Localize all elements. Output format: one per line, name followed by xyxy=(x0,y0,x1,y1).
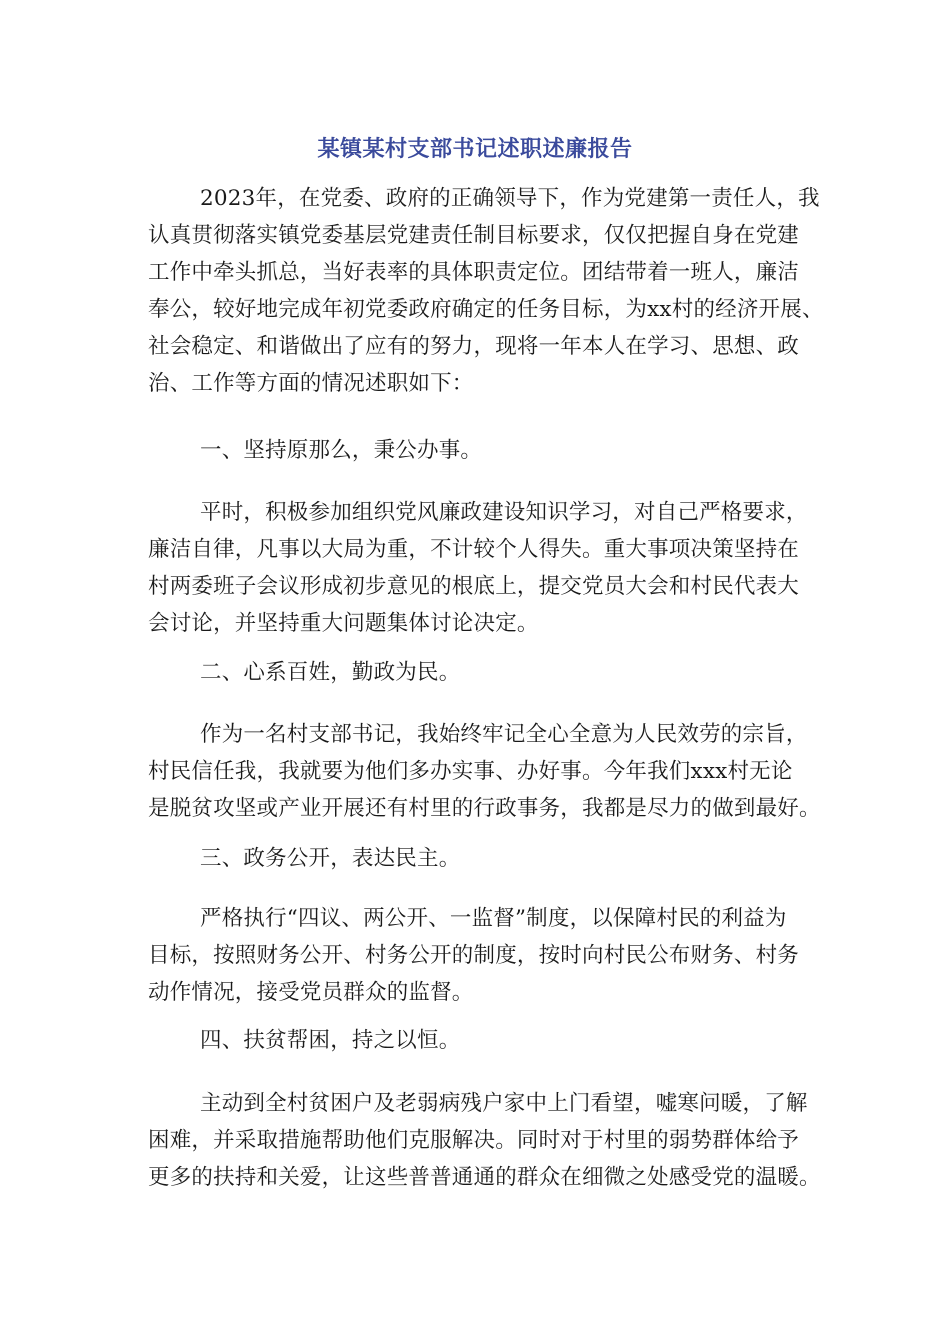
section-heading xyxy=(148,1022,460,1059)
text-line: 会讨论，并坚持重大问题集体讨论决定。 xyxy=(148,611,539,636)
section-heading xyxy=(148,654,460,691)
text-line: 村民信任我，我就要为他们多办实事、办好事。今年我们xxx村无论 xyxy=(148,759,793,784)
text-line: 治、工作等方面的情况述职如下： xyxy=(148,371,474,396)
body-paragraph xyxy=(148,180,824,402)
text-line: 工作中牵头抓总，当好表率的具体职责定位。团结带着一班人，廉洁 xyxy=(148,260,800,285)
text-line: 奉公，较好地完成年初党委政府确定的任务目标，为xx村的经济开展、 xyxy=(148,297,824,322)
text-line: 廉洁自律，凡事以大局为重，不计较个人得失。重大事项决策坚持在 xyxy=(148,537,800,562)
text-line: 一、坚持原那么，秉公办事。 xyxy=(200,438,483,463)
document-title: 某镇某村支部书记述职述廉报告 xyxy=(317,137,633,162)
text-line: 认真贯彻落实镇党委基层党建责任制目标要求，仅仅把握自身在党建 xyxy=(148,223,800,248)
section-heading xyxy=(148,432,482,469)
text-line: 目标，按照财务公开、村务公开的制度，按时向村民公布财务、村务 xyxy=(148,943,800,968)
text-line: 动作情况，接受党员群众的监督。 xyxy=(148,980,474,1005)
text-line: 作为一名村支部书记，我始终牢记全心全意为人民效劳的宗旨， xyxy=(200,722,808,747)
text-line: 主动到全村贫困户及老弱病残户家中上门看望，嘘寒问暖，了解 xyxy=(200,1091,808,1116)
text-line: 严格执行“四议、两公开、一监督”制度，以保障村民的利益为 xyxy=(200,906,787,931)
text-line: 平时，积极参加组织党风廉政建设知识学习，对自己严格要求， xyxy=(200,500,808,525)
text-line: 二、心系百姓，勤政为民。 xyxy=(200,660,461,685)
text-line: 三、政务公开，表达民主。 xyxy=(200,846,461,871)
text-line: 是脱贫攻坚或产业开展还有村里的行政事务，我都是尽力的做到最好。 xyxy=(148,796,821,821)
text-line: 2023年，在党委、政府的正确领导下，作为党建第一责任人，我 xyxy=(200,186,820,211)
section-heading xyxy=(148,840,460,877)
text-line: 社会稳定、和谐做出了应有的努力，现将一年本人在学习、思想、政 xyxy=(148,334,800,359)
body-paragraph xyxy=(148,1085,821,1196)
body-paragraph xyxy=(148,716,821,827)
text-line: 村两委班子会议形成初步意见的根底上，提交党员大会和村民代表大 xyxy=(148,574,800,599)
text-line: 四、扶贫帮困，持之以恒。 xyxy=(200,1028,461,1053)
text-line: 更多的扶持和关爱，让这些普普通通的群众在细微之处感受党的温暖。 xyxy=(148,1165,821,1190)
body-paragraph xyxy=(148,900,799,1011)
text-line: 困难，并采取措施帮助他们克服解决。同时对于村里的弱势群体给予 xyxy=(148,1128,800,1153)
body-paragraph xyxy=(148,494,808,642)
